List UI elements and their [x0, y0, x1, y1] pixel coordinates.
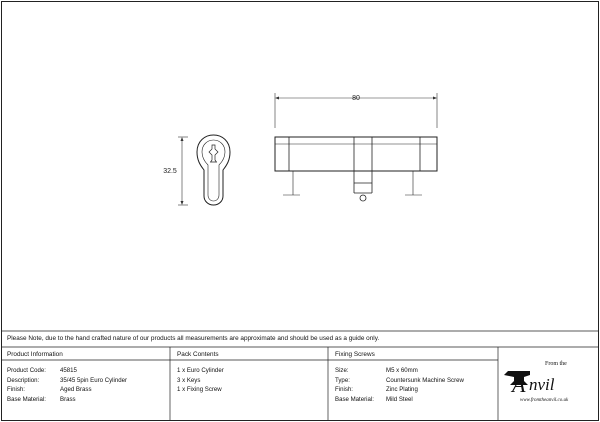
product-information-heading: Product Information [7, 351, 63, 358]
screw-type-label: Type: [335, 376, 350, 384]
pack-contents-heading: Pack Contents [177, 351, 219, 358]
product-code-value: 45815 [60, 367, 77, 374]
product-row-description [2, 377, 170, 385]
screw-row-type [330, 377, 496, 385]
screw-row-size [330, 367, 496, 375]
product-information-section [2, 348, 170, 420]
finish-label: Finish: [7, 386, 25, 393]
screw-finish-label: Finish: [335, 386, 353, 393]
screw-size-label: Size: [335, 367, 349, 374]
product-code-label: Product Code: [7, 367, 46, 374]
base-material-value: Brass [60, 395, 76, 403]
screw-base-material-value: Mild Steel [386, 395, 413, 403]
width-dimension-label: 80 [352, 95, 360, 102]
screw-finish-value: Zinc Plating [386, 386, 418, 393]
height-dimension [178, 137, 188, 205]
screw-size-value: M5 x 60mm [386, 367, 418, 374]
fixing-screws-section [330, 348, 498, 420]
cylinder-side-view [275, 137, 437, 201]
pack-item: 1 x Euro Cylinder [177, 367, 224, 374]
anvil-logo-graphic [500, 359, 592, 409]
product-row-code [2, 367, 170, 375]
logo-brand-initial: A [512, 372, 526, 397]
screw-base-material-label: Base Material: [335, 395, 374, 403]
product-row-base-material [2, 396, 170, 404]
screw-type-value: Countersunk Machine Screw [386, 376, 464, 384]
description-label: Description: [7, 376, 40, 384]
screw-row-finish [330, 386, 496, 394]
disclaimer-note: Please Note, due to the hand crafted nature of our products all measurements are approximate and should be used as a guide only. [7, 335, 380, 342]
logo-brand-rest: nvil [529, 375, 555, 394]
pack-item: 3 x Keys [177, 376, 201, 384]
cylinder-front-view [197, 135, 230, 205]
pack-contents-section [172, 348, 328, 420]
height-dimension-label: 32.5 [163, 168, 177, 175]
product-row-finish [2, 386, 170, 394]
logo-url: www.fromtheanvil.co.uk [520, 398, 569, 403]
screw-row-base-material [330, 396, 496, 404]
from-the-anvil-logo [500, 359, 592, 409]
logo-tagline: From the [545, 361, 567, 367]
finish-value: Aged Brass [60, 386, 92, 393]
fixing-screws-heading: Fixing Screws [335, 351, 375, 358]
description-value: 35/45 5pin Euro Cylinder [60, 376, 128, 384]
base-material-label: Base Material: [7, 395, 46, 403]
pack-item: 1 x Fixing Screw [177, 386, 222, 393]
